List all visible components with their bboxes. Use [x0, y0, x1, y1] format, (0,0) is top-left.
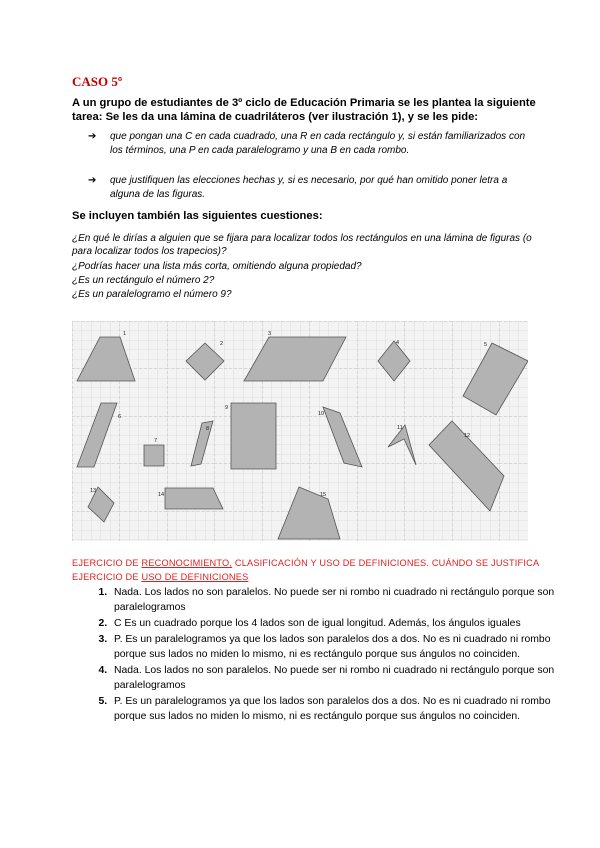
figure-label: 6 — [118, 414, 122, 420]
figure-label: 9 — [225, 405, 229, 411]
answer-item: 4. Nada. Los lados no son paralelos. No puede ser ni rombo ni cuadrado ni rectángulo porque son paralelogramos — [110, 663, 570, 693]
bullet-item — [88, 174, 528, 202]
figure-label: 13 — [90, 488, 97, 494]
question: ¿En qué le dirías a alguien que se fijara para localizar todos los rectángulos en una lámina de figuras (o para localizar todos los trapecios)? — [72, 233, 532, 257]
figure-label: 5 — [484, 342, 488, 348]
answer-item: 3. P. Es un paralelogramos ya que los lados son paralelos dos a dos. No es ni cuadrado ni rombo porque sus lados no miden lo mismo, ni es rectángulo porque sus ángulos no coinciden. — [110, 632, 570, 662]
answer-item: 2. C Es un cuadrado porque los 4 lados son de igual longitud. Además, los ángulos iguales — [110, 616, 570, 631]
heading-underlined: RECONOCIMIENTO, — [141, 558, 233, 568]
quadrilaterals-illustration — [72, 321, 528, 541]
answers-list — [72, 585, 570, 725]
shape-14-trapezoid — [165, 488, 223, 509]
figure-label: 15 — [320, 492, 327, 498]
figure-label: 14 — [158, 492, 165, 498]
answer-item: 5. P. Es un paralelogramos ya que los lados son paralelos dos a dos. No es ni cuadrado ni rombo porque sus lados no miden lo mismo, ni es rectángulo porque sus ángulos no coinciden. — [110, 694, 570, 724]
bullet-text: que pongan una C en cada cuadrado, una R en cada rectángulo y, si están familiarizados con los términos, una P en cada paralelogramo y una B en cada rombo. — [110, 131, 526, 156]
figure-label: 2 — [220, 341, 224, 347]
figure-label: 3 — [268, 331, 272, 337]
subheading: Se incluyen también las siguientes cuestiones: — [72, 210, 323, 222]
figure-label: 12 — [464, 433, 471, 439]
bullet-item — [88, 130, 528, 158]
shape-9-rectangle — [231, 403, 276, 469]
intro-paragraph: A un grupo de estudiantes de 3º ciclo de Educación Primaria se les plantea la siguiente tarea: Se les da una lámina de cuadriláteros (ver ilustración 1), y se les pide: — [72, 97, 536, 123]
figure-label: 10 — [318, 411, 325, 417]
figure-label: 11 — [397, 425, 403, 431]
question: ¿Es un paralelogramo el número 9? — [72, 289, 232, 300]
heading-part: CLASIFICACIÓN Y USO DE DEFINICIONES. CUÁNDO SE JUSTIFICA EJERCICIO DE — [72, 558, 539, 582]
bullet-text: que justifiquen las elecciones hechas y, si es necesario, por qué han omitido poner letra a alguna de las figuras. — [110, 175, 508, 200]
case-title: CASO 5º — [72, 74, 123, 89]
shape-7-square — [144, 445, 164, 466]
question: ¿Es un rectángulo el número 2? — [72, 275, 215, 286]
heading-part: EJERCICIO DE — [72, 558, 142, 568]
arrow-icon: ➔ — [88, 175, 97, 186]
heading-underlined: USO DE DEFINICIONES — [141, 572, 249, 582]
figure-label: 8 — [206, 426, 210, 432]
answer-item: 1. Nada. Los lados no son paralelos. No puede ser ni rombo ni cuadrado ni rectángulo porque son paralelogramos — [110, 585, 570, 615]
figure-label: 7 — [154, 438, 158, 444]
arrow-icon: ➔ — [88, 131, 97, 142]
question: ¿Podrías hacer una lista más corta, omitiendo alguna propiedad? — [72, 261, 362, 272]
figure-label: 1 — [123, 331, 127, 337]
exercise-heading — [72, 556, 542, 584]
figure-label: 4 — [396, 340, 400, 346]
